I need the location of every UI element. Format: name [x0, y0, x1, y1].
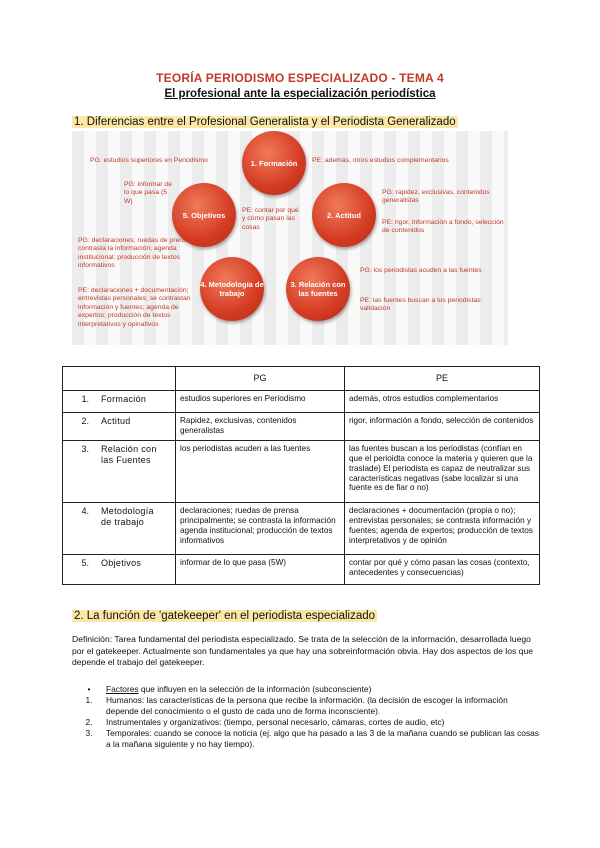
- note-relacion-pe: PE: las fuentes buscan a los periodistas: validación: [360, 297, 483, 313]
- note-objetivos-pg: PG: informar de lo que pasa (5 W): [124, 181, 172, 205]
- note-objetivos-pe: PE: contar por qué y cómo pasan las cosas: [242, 207, 299, 231]
- table-row: [63, 555, 540, 585]
- row-number: 1.: [81, 394, 89, 404]
- circle-metodologia: 4. Metodología de trabajo: [200, 257, 264, 321]
- cell-pe: las fuentes buscan a los periodistas (confían en que el perioidta conoce la materia y quieren que la traslade) El periodista es capaz de neutralizar sus características negativas (sabe localizar si una fuente es de fiar o no): [345, 441, 540, 503]
- row-number: 4.: [81, 506, 89, 516]
- header-cell-pg: PG: [176, 367, 345, 391]
- circle-formacion: 1. Formación: [242, 131, 306, 195]
- table-row: [63, 413, 540, 441]
- bullet-icon: •: [87, 684, 91, 694]
- definition-paragraph: Definición: Tarea fundamental del periodista especializado. Se trata de la selección de la información, desarrollada luego por el gatekeeper. Actualmente son fundamentales ya que hay una sobreinformación obvia. Hay dos aspectos de los que depende el trabajo del gatekeeper.: [72, 634, 534, 668]
- cell-pg: declaraciones; ruedas de prensa principalmente; se contrasta la información agenda institucional; producción de textos informativos: [176, 503, 345, 555]
- factors-list: [82, 684, 542, 750]
- document-subtitle: El profesional ante la especialización periodística: [164, 88, 436, 100]
- row-label: [63, 555, 176, 585]
- header-cell-empty: [63, 367, 176, 391]
- row-number: 5.: [81, 558, 89, 568]
- cycle-diagram: [72, 131, 508, 345]
- row-label: [63, 503, 176, 555]
- note-actitud-pe: PE: rigor, información a fondo, selección de contenidos: [382, 219, 504, 235]
- item-text: Temporales: cuando se conoce la noticia (ej. algo que ha pasado a las 3 de la mañana cuando se publican las cosas a la mañana siguiente y no hay tiempo).: [106, 727, 539, 749]
- header-cell-pe: PE: [345, 367, 540, 391]
- item-number: 3.: [85, 727, 93, 738]
- item-text: Humanos: las características de la persona que recibe la información. (la decisión de escoger la información depende del conocimiento o el gusto de cada uno de forma inconsciente).: [106, 694, 508, 716]
- row-label-text: Formación: [101, 394, 147, 404]
- note-formacion-pg: PG: estudios superiores en Periodismo: [90, 157, 208, 164]
- note-metodo-pg: PG: declaraciones; ruedas de prensa; se contrasta la información; agenda institucional; producción de textos informativos: [78, 237, 202, 270]
- cell-pe: rigor, información a fondo, selección de contenidos: [345, 413, 540, 441]
- table-row: [63, 441, 540, 503]
- cell-pg: Rapidez, exclusivas, contenidos generalistas: [176, 413, 345, 441]
- note-metodo-pe: PE: declaraciones + documentación; entrevistas personales; se contrastan información y fuentes; agenda de expertos; producción de textos interpretativos y opinativos: [78, 287, 191, 328]
- list-item: [82, 684, 542, 695]
- cell-pe: además, otros estudios complementarios: [345, 391, 540, 413]
- row-label: [63, 441, 176, 503]
- row-label-text: Metodología de trabajo: [101, 506, 154, 527]
- document-title: TEORÍA PERIODISMO ESPECIALIZADO - TEMA 4: [156, 71, 444, 85]
- row-label: [63, 391, 176, 413]
- circle-actitud: 2. Actitud: [312, 183, 376, 247]
- item-text: Instrumentales y organizativos: (tiempo, personal necesario, cámaras, cortes de audio, etc): [106, 716, 445, 727]
- row-number: 2.: [81, 416, 89, 426]
- cell-pg: estudios superiores en Periodismo: [176, 391, 345, 413]
- note-formacion-pe: PE: además, otros estudios complementarios: [312, 157, 449, 164]
- cell-pe: declaraciones + documentación (propia o no); entrevistas personales; se contrasta información y fuentes; agenda de expertos; producción de textos interpretativos y de opinión: [345, 503, 540, 555]
- section-2-heading: 2. La función de 'gatekeeper' en el periodista especializado: [74, 610, 376, 622]
- row-label-text: Objetivos: [101, 558, 142, 568]
- row-number: 3.: [81, 444, 89, 454]
- item-number: 1.: [85, 694, 93, 705]
- item-number: 2.: [85, 716, 93, 727]
- table-row: [63, 391, 540, 413]
- table-row: [63, 503, 540, 555]
- circle-relacion: 3. Relación con las fuentes: [286, 257, 350, 321]
- list-item: [82, 695, 542, 717]
- row-label-text: Actitud: [101, 416, 131, 426]
- row-label-text: Relación con las Fuentes: [101, 444, 157, 465]
- factores-text: que influyen en la selección de la información (subconsciente): [138, 684, 372, 694]
- list-item: [82, 717, 542, 728]
- table-header-row: [63, 367, 540, 391]
- section-1-heading: 1. Diferencias entre el Profesional Generalista y el Periodista Generalizado: [74, 116, 456, 128]
- factores-label: Factores: [106, 684, 139, 694]
- note-relacion-pg: PG: los periodistas acuden a las fuentes: [360, 267, 482, 274]
- cell-pg: los periodistas acuden a las fuentes: [176, 441, 345, 503]
- cell-pe: contar por qué y cómo pasan las cosas (contexto, antecedentes y consecuencias): [345, 555, 540, 585]
- comparison-table: [62, 366, 540, 585]
- list-item: [82, 728, 542, 750]
- circle-objetivos: 5. Objetivos: [172, 183, 236, 247]
- cell-pg: informar de lo que pasa (5W): [176, 555, 345, 585]
- row-label: [63, 413, 176, 441]
- note-actitud-pg: PG: rapidez, exclusivas, contenidos generalistas: [382, 189, 490, 205]
